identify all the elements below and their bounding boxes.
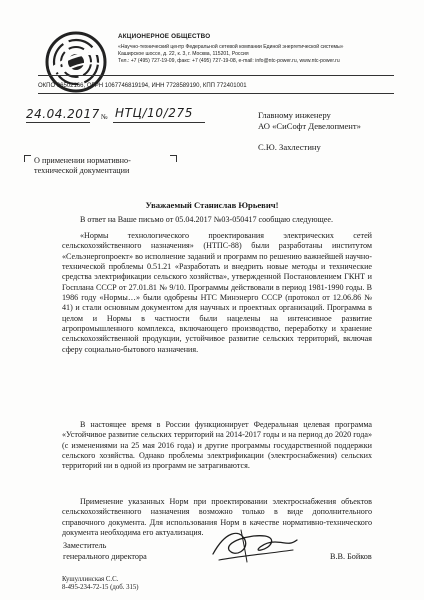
signatory-position <box>63 541 147 562</box>
signatory-position-line: генерального директора <box>63 551 147 561</box>
signatory-name: В.В. Бойков <box>330 552 372 561</box>
addressee-name: С.Ю. Захлестину <box>258 142 321 152</box>
number-sign: № <box>101 113 108 121</box>
addressee-company: АО «СиСофт Девелопмент» <box>258 121 361 131</box>
executor-phone: 8-495-234-72-15 (доб. 315) <box>62 584 139 592</box>
executor-info <box>62 576 139 592</box>
body-paragraph: В настоящее время в России функционирует Федеральная целевая программа «Устойчивое развитие сельских территорий на 2014-2017 годы и на период до 2020 года» (с изменениями на 25 мая 2016 года) и другие программы государственной поддержки сельского хозяйства. Однако проблемы электрификации (электроснабжения) сельских территорий ни в одной из программ не затрагиваются. <box>62 420 372 471</box>
date-underline <box>26 122 90 123</box>
org-full-name: «Научно-технический центр Федеральной сетевой компании Единой энергетической системы» <box>118 44 344 50</box>
handwritten-signature <box>205 520 305 570</box>
greeting: Уважаемый Станислав Юрьевич! <box>145 200 279 210</box>
org-address: Каширское шоссе, д. 22, к. 3, г. Москва, 115201, Россия <box>118 51 249 57</box>
outgoing-number: НТЦ/10/275 <box>115 106 193 120</box>
signatory-position-line: Заместитель <box>63 541 107 550</box>
org-requisites: ОКПО 96502166, ОГРН 1067746819194, ИНН 7728589190, КПП 772401001 <box>38 83 247 89</box>
body-paragraph: В ответ на Ваше письмо от 05.04.2017 №03-050417 сообщаю следующее. <box>80 215 333 224</box>
org-name: АКЦИОНЕРНОЕ ОБЩЕСТВО <box>118 33 211 40</box>
body-paragraph: Применение указанных Норм при проектировании электроснабжения объектов сельскохозяйственного назначения возможно только в виде дополнительного справочного документа. Для использования Норм в качестве нормативно-технического документа необходима его актуализация. <box>62 497 372 538</box>
org-contacts: Тел.: +7 (495) 727-19-09, факс: +7 (495) 727-19-08, e-mail: info@ntc-power.ru, www.ntc-power.ru <box>118 58 340 64</box>
number-underline <box>113 122 205 123</box>
header-divider <box>38 93 394 94</box>
outgoing-date: 24.04.2017 <box>26 107 100 121</box>
executor-name: Кушуллинская С.С. <box>62 576 119 583</box>
subject-bracket-left <box>24 155 31 162</box>
subject-line: О применении нормативно-технической документации <box>34 156 131 175</box>
header-divider <box>38 75 394 76</box>
addressee-position: Главному инженеру <box>258 110 331 120</box>
body-paragraph: «Нормы технологического проектирования электрических сетей сельскохозяйственного назначения» (НТПС-88) были разработаны институтом «Сельэнергопроект» во исполнение заданий и программ по решению важнейшей научно-технической проблемы 0.51.21 «Разработать и внедрить новые методы и технические средства электрификации сельского хозяйства», утвержденной Постановлением ГКНТ и Госплана СССР от 27.01.81 № 9/10. Программы действовали в период 1981-1990 годы. В 1986 году «Нормы…» были одобрены НТС Минэнерго СССР (протокол от 12.06.86 № 41) и стали основным документом для научных и проектных организаций. Программа в целом и Нормы в частности были нацелены на интенсивное развитие агропромышленного комплекса, включающего производство, переработку и хранение сельскохозяйственной продукции, устойчивое развитие сельских территорий, включая сферу социально-бытового назначения. <box>62 231 372 354</box>
